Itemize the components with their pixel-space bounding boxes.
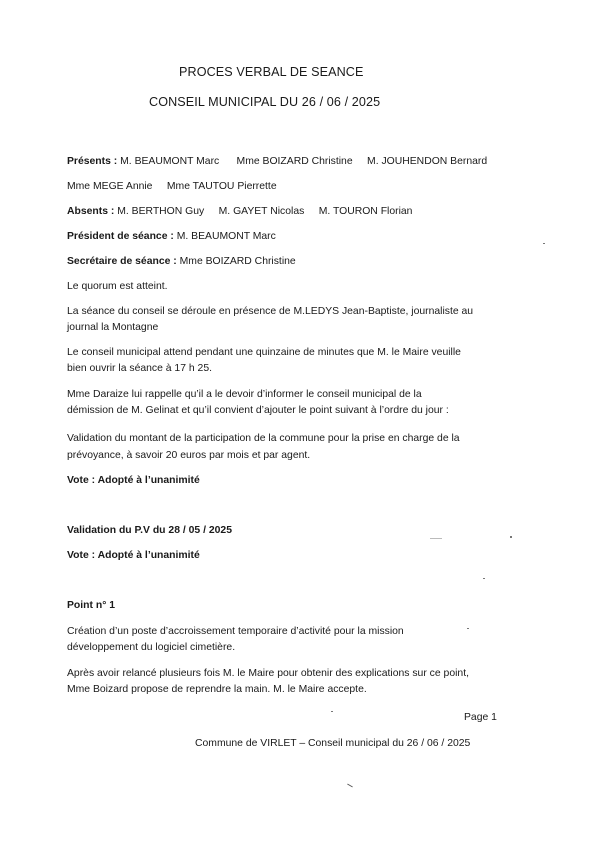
secretaire-label: Secrétaire de séance :	[67, 256, 177, 267]
president-label: Président de séance :	[67, 231, 174, 242]
scan-speck	[430, 538, 442, 539]
document-subtitle: CONSEIL MUNICIPAL DU 26 / 06 / 2025	[149, 95, 381, 109]
vote-result-2: Vote : Adopté à l’unanimité	[67, 550, 200, 561]
scan-speck	[331, 711, 333, 712]
absents-names: M. BERTHON Guy M. GAYET Nicolas M. TOURON Florian	[114, 206, 413, 217]
attente-text-line2: bien ouvrir la séance à 17 h 25.	[67, 363, 212, 374]
president-name: M. BEAUMONT Marc	[173, 231, 276, 242]
scan-speck	[483, 578, 485, 579]
scan-speck	[510, 536, 512, 538]
presents-label: Présents :	[67, 156, 118, 167]
presents-line	[67, 155, 487, 168]
secretaire-line	[67, 255, 296, 268]
presents-names-continued: Mme MEGE Annie Mme TAUTOU Pierrette	[67, 181, 277, 192]
vote-result-1: Vote : Adopté à l’unanimité	[67, 475, 200, 486]
scan-speck	[467, 628, 469, 629]
point-1-text-line2: développement du logiciel cimetière.	[67, 642, 236, 653]
absents-label: Absents :	[67, 206, 115, 217]
relance-text-line2: Mme Boizard propose de reprendre la main. M. le Maire accepte.	[67, 684, 367, 695]
footer-commune: Commune de VIRLET – Conseil municipal du 26 / 06 / 2025	[195, 738, 471, 749]
absents-line	[67, 205, 412, 218]
document-title: PROCES VERBAL DE SEANCE	[179, 65, 364, 79]
daraize-text-line2: démission de M. Gelinat et qu’il convient d’ajouter le point suivant à l’ordre du jour :	[67, 405, 449, 416]
secretaire-name: Mme BOIZARD Christine	[176, 256, 296, 267]
president-line	[67, 230, 276, 243]
scan-speck	[543, 243, 545, 244]
quorum-text: Le quorum est atteint.	[67, 281, 168, 292]
point-1-heading: Point n° 1	[67, 600, 116, 611]
validation-text-line1: Validation du montant de la participation de la commune pour la prise en charge de la	[67, 433, 460, 444]
pv-validation-heading: Validation du P.V du 28 / 05 / 2025	[67, 525, 232, 536]
seance-text-line2: journal la Montagne	[67, 322, 159, 333]
daraize-text-line1: Mme Daraize lui rappelle qu’il a le devoir d’informer le conseil municipal de la	[67, 389, 422, 400]
page-number: Page 1	[464, 712, 497, 723]
validation-text-line2: prévoyance, à savoir 20 euros par mois et par agent.	[67, 450, 311, 461]
relance-text-line1: Après avoir relancé plusieurs fois M. le Maire pour obtenir des explications sur ce point,	[67, 668, 469, 679]
point-1-text-line1: Création d’un poste d’accroissement temporaire d’activité pour la mission	[67, 626, 404, 637]
scan-speck	[347, 784, 353, 788]
presents-names: M. BEAUMONT Marc Mme BOIZARD Christine M. JOUHENDON Bernard	[117, 156, 488, 167]
seance-text-line1: La séance du conseil se déroule en présence de M.LEDYS Jean-Baptiste, journaliste au	[67, 306, 474, 317]
attente-text-line1: Le conseil municipal attend pendant une quinzaine de minutes que M. le Maire veuille	[67, 347, 461, 358]
